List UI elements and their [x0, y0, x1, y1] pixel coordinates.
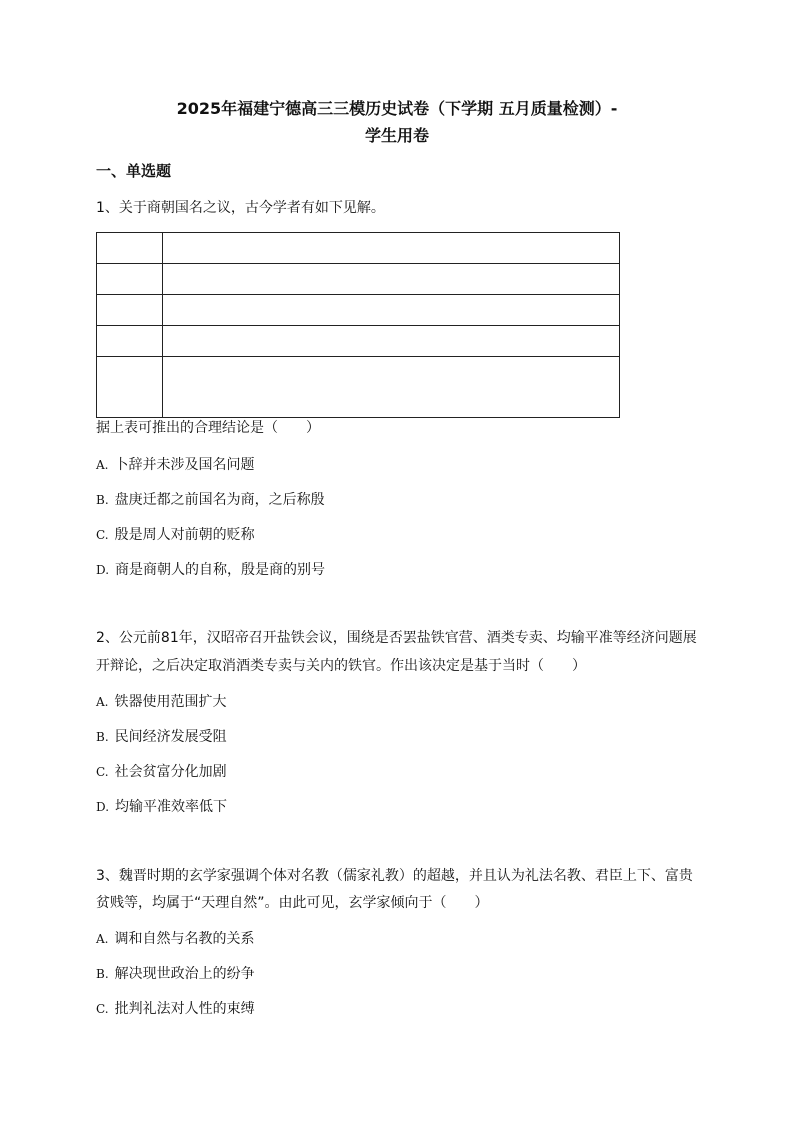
q2-option-c[interactable] [96, 762, 227, 782]
q1-option-b[interactable] [96, 490, 325, 510]
table-cell [97, 326, 163, 357]
option-text: 调和自然与名教的关系 [114, 931, 255, 947]
option-key: C. [96, 765, 109, 779]
option-text: 盘庚迁都之前国名为商，之后称殷 [114, 492, 325, 508]
option-text: 民间经济发展受阻 [114, 729, 227, 745]
option-key: A. [96, 695, 109, 709]
option-text: 商是商朝人的自称，殷是商的别号 [115, 562, 326, 578]
option-key: A. [96, 932, 109, 946]
q2-option-b[interactable] [96, 727, 227, 747]
q1-table [96, 232, 620, 418]
option-key: B. [96, 730, 109, 744]
option-key: B. [96, 493, 109, 507]
table-row [97, 357, 620, 418]
q1-option-c[interactable] [96, 525, 255, 545]
table-cell [163, 295, 620, 326]
q1-option-a[interactable] [96, 455, 254, 475]
q1-prompt: 据上表可推出的合理结论是（ ） [96, 420, 320, 436]
section-heading: 一、单选题 [96, 162, 172, 180]
table-cell [97, 264, 163, 295]
table-row [97, 264, 620, 295]
q2-stem-line1: 2、公元前81年，汉昭帝召开盐铁会议，围绕是否罢盐铁官营、酒类专卖、均输平准等经济问题展 [96, 630, 697, 646]
q3-option-b[interactable] [96, 964, 255, 984]
q3-option-a[interactable] [96, 929, 254, 949]
option-text: 卜辞并未涉及国名问题 [114, 457, 255, 473]
option-key: D. [96, 800, 110, 814]
option-text: 批判礼法对人性的束缚 [114, 1001, 255, 1017]
option-key: C. [96, 1002, 109, 1016]
table-cell [163, 357, 620, 418]
q1-option-d[interactable] [96, 560, 325, 580]
page-title-line1: 2025年福建宁德高三三模历史试卷（下学期 五月质量检测）- [176, 99, 618, 118]
table-cell [97, 357, 163, 418]
option-text: 殷是周人对前朝的贬称 [114, 527, 255, 543]
option-key: B. [96, 967, 109, 981]
option-text: 铁器使用范围扩大 [114, 694, 227, 710]
option-text: 社会贫富分化加剧 [114, 764, 227, 780]
option-key: D. [96, 563, 110, 577]
table-row [97, 233, 620, 264]
table-cell [163, 233, 620, 264]
q1-stem: 1、关于商朝国名之议，古今学者有如下见解。 [96, 200, 385, 216]
table-row [97, 295, 620, 326]
option-text: 均输平准效率低下 [115, 799, 228, 815]
q3-option-c[interactable] [96, 999, 255, 1019]
option-key: C. [96, 528, 109, 542]
option-text: 解决现世政治上的纷争 [114, 966, 255, 982]
q2-stem-line2: 开辩论，之后决定取消酒类专卖与关内的铁官。作出该决定是基于当时（ ） [96, 658, 586, 674]
q3-stem-line1: 3、魏晋时期的玄学家强调个体对名教（儒家礼教）的超越，并且认为礼法名教、君臣上下、富贵 [96, 868, 693, 884]
q3-stem-line2: 贫贱等，均属于“天理自然”。由此可见，玄学家倾向于（ ） [96, 895, 489, 911]
q2-option-d[interactable] [96, 797, 227, 817]
table-row [97, 326, 620, 357]
page-title-line2: 学生用卷 [364, 126, 429, 145]
table-cell [97, 295, 163, 326]
table-cell [97, 233, 163, 264]
table-cell [163, 264, 620, 295]
option-key: A. [96, 458, 109, 472]
q2-option-a[interactable] [96, 692, 226, 712]
table-cell [163, 326, 620, 357]
